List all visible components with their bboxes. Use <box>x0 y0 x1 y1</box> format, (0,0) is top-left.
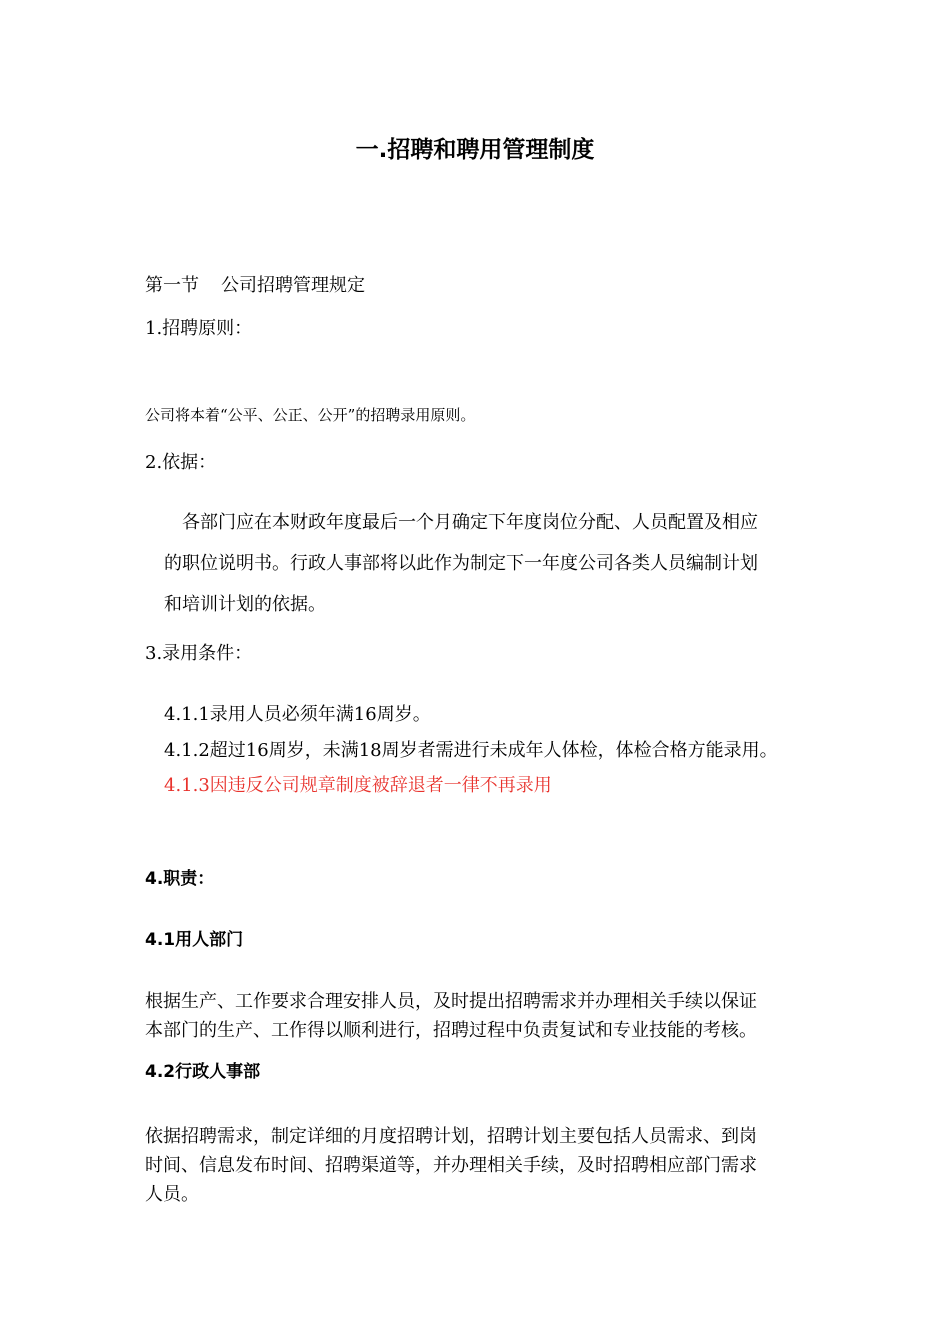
basis-paragraph <box>164 502 824 625</box>
section-title: 公司招聘管理规定 <box>221 275 365 296</box>
dept-duty-heading: 4.1用人部门 <box>145 930 244 950</box>
hr-duty-line: 人员。 <box>145 1184 199 1205</box>
condition-item: 4.1.1录用人员必须年满16周岁。 <box>164 704 431 725</box>
document-title: 一.招聘和聘用管理制度 <box>355 137 595 163</box>
condition-item-highlighted: 4.1.3因违反公司规章制度被辞退者一律不再录用 <box>164 775 552 796</box>
basis-line: 的职位说明书。行政人事部将以此作为制定下一年度公司各类人员编制计划 <box>164 553 758 574</box>
basis-line: 各部门应在本财政年度最后一个月确定下年度岗位分配、人员配置及相应 <box>164 512 758 533</box>
condition-item: 4.1.2超过16周岁，未满18周岁者需进行未成年人体检，体检合格方能录用。 <box>164 740 778 761</box>
conditions-heading: 3.录用条件： <box>145 643 253 664</box>
hr-duty-line: 依据招聘需求，制定详细的月度招聘计划，招聘计划主要包括人员需求、到岗 <box>145 1126 757 1147</box>
basis-line: 和培训计划的依据。 <box>164 594 326 615</box>
duties-heading: 4.职责： <box>145 869 215 889</box>
section-label: 第一节 <box>145 275 199 296</box>
dept-duty-line: 根据生产、工作要求合理安排人员，及时提出招聘需求并办理相关手续以保证 <box>145 991 757 1012</box>
section-heading <box>145 277 365 295</box>
principle-heading: 1.招聘原则： <box>145 318 253 339</box>
principle-text: 公司将本着“公平、公正、公开”的招聘录用原则。 <box>145 406 476 424</box>
hr-duty-paragraph <box>145 1122 825 1209</box>
hr-duty-heading: 4.2行政人事部 <box>145 1062 261 1082</box>
hr-duty-line: 时间、信息发布时间、招聘渠道等，并办理相关手续，及时招聘相应部门需求 <box>145 1155 757 1176</box>
basis-heading: 2.依据： <box>145 452 217 473</box>
dept-duty-paragraph <box>145 987 825 1045</box>
dept-duty-line: 本部门的生产、工作得以顺利进行，招聘过程中负责复试和专业技能的考核。 <box>145 1020 757 1041</box>
